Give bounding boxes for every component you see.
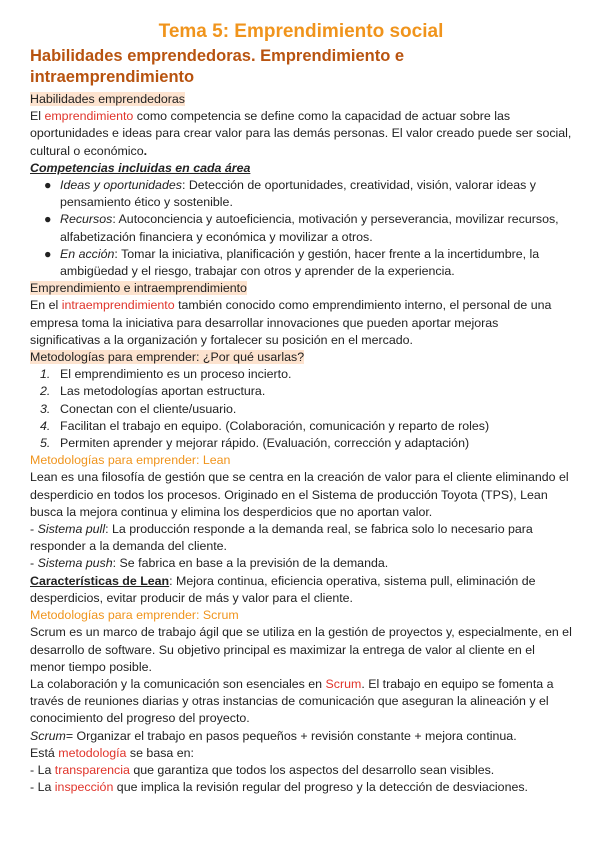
paragraph-inspeccion: - La inspección que implica la revisión regular del progreso y la detección de desviaciones. (30, 780, 528, 795)
list-item: ● Recursos: Autoconciencia y autoeficiencia, motivación y perseverancia, movilizar recursos, alfabetización financiera y económica y movilizar a otros. (44, 212, 559, 244)
paragraph-lean: Lean es una filosofía de gestión que se centra en la creación de valor para el cliente eliminando el desperdicio en todos los procesos. Originado en el Sistema de producción Toyota (TPS), Lean busca la mejora continua y elimina los desperdicios que no aportan valor. (30, 470, 569, 519)
list-item: 2. Las metodologías aportan estructura. (40, 384, 266, 399)
list-item: 3. Conectan con el cliente/usuario. (40, 401, 237, 416)
section-heading-lean: Metodologías para emprender: Lean (30, 453, 231, 468)
document-subtitle: Habilidades emprendedoras. Emprendimiento e intraemprendimiento (30, 47, 405, 86)
paragraph-scrum-colaboracion: La colaboración y la comunicación son esenciales en Scrum. El trabajo en equipo se fomenta a través de reuniones diarias y otras instancias de comunicación que aseguran la alineación y el conocimiento del progreso del proyecto. (30, 676, 554, 726)
paragraph-metodologia: Está metodología se basa en: (30, 745, 194, 760)
paragraph-scrum-definicion: Scrum= Organizar el trabajo en pasos pequeños + revisión constante + mejora continua. (30, 728, 517, 743)
document-title: Tema 5: Emprendimiento social (158, 21, 444, 42)
paragraph-transparencia: - La transparencia que garantiza que todos los aspectos del desarrollo sean visibles. (30, 762, 495, 777)
paragraph-sistema-pull: - Sistema pull: La producción responde a la demanda real, se fabrica solo lo necesario para responder a la demanda del cliente. (30, 522, 533, 554)
paragraph-caracteristicas-lean: Características de Lean: Mejora continua, eficiencia operativa, sistema pull, eliminación de desperdicios, evitar producir de más y valor para el cliente. (30, 573, 536, 605)
section-heading-intraemprendimiento: Emprendimiento e intraemprendimiento (30, 281, 247, 296)
section-heading-scrum: Metodologías para emprender: Scrum (30, 608, 239, 623)
section-heading-habilidades: Habilidades emprendedoras (30, 92, 185, 106)
paragraph-sistema-push: - Sistema push: Se fabrica en base a la previsión de la demanda. (30, 556, 389, 571)
reasons-list (30, 366, 572, 452)
bullet-icon: ● (44, 212, 52, 227)
paragraph-intraemprendimiento: En el intraemprendimiento también conocido como emprendimiento interno, el personal de una empresa toma la iniciativa para desarrollar innovaciones que pueden aportar mejoras significativas a la organización y fortalecer su posición en el mercado. (30, 298, 552, 347)
bullet-icon: ● (44, 246, 52, 261)
competencias-heading: Competencias incluidas en cada área (30, 160, 251, 175)
competencias-list (30, 177, 572, 280)
section-heading-metodologias: Metodologías para emprender: ¿Por qué usarlas? (30, 350, 305, 365)
paragraph-emprendimiento: El emprendimiento como competencia se define como la capacidad de actuar sobre las oportunidades e ideas para crear valor para las demás personas. El valor creado puede ser social, cultural o económico. (30, 109, 572, 158)
bullet-icon: ● (44, 178, 52, 193)
list-item: ● Ideas y oportunidades: Detección de oportunidades, creatividad, visión, valorar ideas y pensamiento ético y sostenible. (44, 178, 536, 210)
paragraph-scrum: Scrum es un marco de trabajo ágil que se utiliza en la gestión de proyectos y, especialmente, en el desarrollo de software. Su objetivo principal es maximizar la entrega de valor al cliente en el menor tiempo posible. (30, 625, 572, 674)
list-item: ● En acción: Tomar la iniciativa, planificación y gestión, hacer frente a la incertidumbre, la ambigüedad y el riesgo, trabajar con otros y aprender de la experiencia. (44, 246, 540, 279)
list-item: 1. El emprendimiento es un proceso incierto. (40, 367, 292, 382)
list-item: 4. Facilitan el trabajo en equipo. (Colaboración, comunicación y reparto de roles) (40, 418, 490, 433)
list-item: 5. Permiten aprender y mejorar rápido. (Evaluación, corrección y adaptación) (40, 436, 470, 451)
